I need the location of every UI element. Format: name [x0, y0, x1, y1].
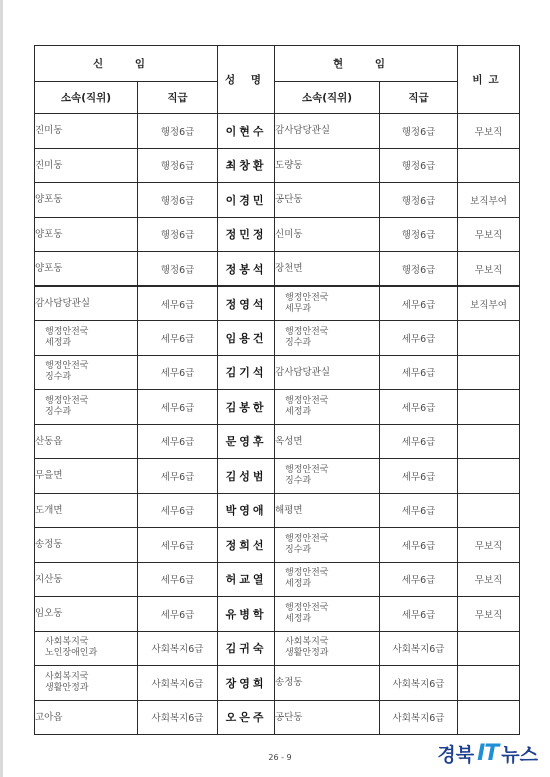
table-row: [35, 286, 520, 321]
name-cell: 임용건: [218, 321, 275, 356]
current-rank-cell: 사회복지6급: [380, 700, 458, 735]
current-rank-cell: 사회복지6급: [380, 631, 458, 666]
note-cell: 무보직: [458, 562, 520, 597]
name-cell: 김봉한: [218, 390, 275, 425]
logo-text-left: 경북: [437, 744, 475, 766]
note-cell: 보직부여: [458, 286, 520, 321]
new-affiliation-cell: [35, 597, 138, 632]
new-affiliation-cell: [35, 355, 138, 390]
new-rank-cell: 행정6급: [138, 183, 218, 218]
current-affiliation-cell: [275, 390, 380, 425]
name-cell: 허교열: [218, 562, 275, 597]
note-cell: [458, 493, 520, 528]
new-affiliation-cell-line: 진미동: [35, 125, 63, 137]
current-affiliation-cell-line: 도량동: [275, 159, 303, 171]
new-affiliation-header: 소속(직위): [35, 82, 138, 114]
new-rank-cell: 세무6급: [138, 321, 218, 356]
current-affiliation-cell: [275, 286, 380, 321]
new-affiliation-cell: [35, 459, 138, 494]
name-cell: 장영희: [218, 666, 275, 701]
note-cell: [458, 666, 520, 701]
current-rank-cell: 세무6급: [380, 562, 458, 597]
current-rank-cell: 세무6급: [380, 424, 458, 459]
note-cell: 무보직: [458, 252, 520, 287]
new-affiliation-cell-line: 감사담당관실: [35, 298, 91, 309]
new-affiliation-cell: [35, 286, 138, 321]
current-affiliation-cell: [275, 114, 380, 149]
note-cell: [458, 424, 520, 459]
new-rank-cell: 행정6급: [138, 114, 218, 149]
current-rank-cell: 세무6급: [380, 390, 458, 425]
current-affiliation-cell-line: 공단동: [275, 194, 303, 206]
personnel-table-wrapper: [34, 45, 519, 735]
current-affiliation-cell-line: 행정안전국: [285, 568, 329, 579]
current-affiliation-cell-line: 행정안전국: [285, 326, 329, 337]
note-cell: [458, 390, 520, 425]
new-affiliation-cell-line: 무을면: [35, 470, 63, 482]
new-rank-cell: 세무6급: [138, 597, 218, 632]
new-affiliation-cell: [35, 562, 138, 597]
new-affiliation-cell-line: 산동읍: [35, 435, 63, 447]
new-affiliation-cell: [35, 183, 138, 218]
current-affiliation-cell-line: 생활안정과: [285, 648, 329, 659]
new-affiliation-cell: [35, 217, 138, 252]
name-cell: 이경민: [218, 183, 275, 218]
note-cell: 무보직: [458, 114, 520, 149]
new-affiliation-cell-line: 양포동: [35, 228, 63, 240]
note-cell: 보직부여: [458, 183, 520, 218]
new-affiliation-cell-line: 행정안전국: [45, 395, 89, 406]
current-affiliation-cell-line: 징수과: [285, 544, 312, 555]
current-rank-cell: 세무6급: [380, 493, 458, 528]
new-affiliation-cell-line: 세정과: [45, 337, 72, 348]
name-cell: 김성범: [218, 459, 275, 494]
current-affiliation-cell-line: 징수과: [285, 337, 312, 348]
new-rank-cell: 세무6급: [138, 493, 218, 528]
new-affiliation-cell-line: 양포동: [35, 194, 63, 206]
name-cell: 정희선: [218, 528, 275, 563]
name-cell: 최창환: [218, 148, 275, 183]
current-rank-cell: 세무6급: [380, 597, 458, 632]
name-cell: 유병학: [218, 597, 275, 632]
current-rank-header: 직급: [380, 82, 458, 114]
table-row: [35, 114, 520, 149]
current-affiliation-cell-line: 공단동: [275, 711, 303, 723]
new-position-header: 신 임: [35, 46, 218, 82]
current-affiliation-cell: [275, 562, 380, 597]
new-affiliation-cell: [35, 631, 138, 666]
table-row: [35, 390, 520, 425]
current-affiliation-cell: [275, 355, 380, 390]
note-cell: [458, 321, 520, 356]
current-rank-cell: 세무6급: [380, 321, 458, 356]
current-affiliation-cell: [275, 252, 380, 287]
table-row: [35, 631, 520, 666]
new-rank-cell: 세무6급: [138, 459, 218, 494]
current-affiliation-cell: [275, 183, 380, 218]
name-cell: 박영애: [218, 493, 275, 528]
current-affiliation-cell-line: 신미동: [275, 228, 303, 240]
personnel-table-body: [35, 114, 520, 735]
table-row: [35, 321, 520, 356]
current-affiliation-cell: [275, 597, 380, 632]
current-affiliation-cell: [275, 148, 380, 183]
note-cell: [458, 148, 520, 183]
name-cell: 김귀숙: [218, 631, 275, 666]
logo-text-right: 뉴스: [501, 744, 538, 766]
new-rank-cell: 세무6급: [138, 424, 218, 459]
name-cell: 정봉석: [218, 252, 275, 287]
current-affiliation-cell-line: 세정과: [285, 406, 312, 417]
new-rank-cell: 행정6급: [138, 252, 218, 287]
personnel-transfer-table: [34, 45, 520, 735]
new-affiliation-cell: [35, 114, 138, 149]
table-row: [35, 459, 520, 494]
new-affiliation-cell-line: 송정동: [35, 539, 63, 551]
new-affiliation-cell-line: 사회복지국: [45, 671, 89, 682]
new-affiliation-cell: [35, 666, 138, 701]
current-affiliation-cell: [275, 528, 380, 563]
new-affiliation-cell-line: 행정안전국: [45, 326, 89, 337]
current-affiliation-cell-line: 행정안전국: [285, 464, 329, 475]
new-affiliation-cell: [35, 700, 138, 735]
note-cell: [458, 459, 520, 494]
new-affiliation-cell-line: 생활안정과: [45, 682, 89, 693]
current-rank-cell: 사회복지6급: [380, 666, 458, 701]
current-position-header: 현 임: [275, 46, 458, 82]
current-rank-cell: 세무6급: [380, 355, 458, 390]
new-affiliation-cell-line: 양포동: [35, 263, 63, 274]
table-row: [35, 217, 520, 252]
new-rank-cell: 세무6급: [138, 528, 218, 563]
new-affiliation-cell-line: 행정안전국: [45, 361, 89, 372]
current-affiliation-cell: [275, 631, 380, 666]
current-affiliation-cell-line: 행정안전국: [285, 602, 329, 613]
current-affiliation-cell: [275, 666, 380, 701]
current-affiliation-cell-line: 옥성면: [275, 435, 303, 447]
table-row: [35, 183, 520, 218]
current-rank-cell: 행정6급: [380, 217, 458, 252]
current-rank-cell: 세무6급: [380, 528, 458, 563]
table-row: [35, 597, 520, 632]
current-rank-cell: 세무6급: [380, 459, 458, 494]
note-cell: 무보직: [458, 597, 520, 632]
name-cell: 김기석: [218, 355, 275, 390]
current-affiliation-cell-line: 행정안전국: [285, 292, 329, 303]
table-row: [35, 528, 520, 563]
new-affiliation-cell: [35, 424, 138, 459]
page-edge-shadow: [0, 0, 3, 777]
note-cell: 무보직: [458, 217, 520, 252]
note-cell: 무보직: [458, 528, 520, 563]
new-rank-cell: 사회복지6급: [138, 700, 218, 735]
new-affiliation-cell-line: 도개면: [35, 504, 63, 516]
new-affiliation-cell: [35, 148, 138, 183]
page-number: 26 - 9: [268, 753, 292, 762]
name-cell: 문영후: [218, 424, 275, 459]
name-cell: 정영석: [218, 286, 275, 321]
new-affiliation-cell-line: 노인장애인과: [45, 648, 98, 659]
current-affiliation-cell-line: 행정안전국: [285, 533, 329, 544]
current-affiliation-header: 소속(직위): [275, 82, 380, 114]
current-affiliation-cell: [275, 493, 380, 528]
table-row: [35, 252, 520, 287]
new-affiliation-cell-line: 임오동: [35, 608, 63, 620]
new-affiliation-cell-line: 고아읍: [35, 711, 63, 723]
name-header: 성 명: [218, 46, 275, 114]
current-rank-cell: 행정6급: [380, 114, 458, 149]
new-affiliation-cell-line: 징수과: [45, 372, 72, 383]
name-cell: 정민정: [218, 217, 275, 252]
current-affiliation-cell: [275, 217, 380, 252]
name-cell: 오은주: [218, 700, 275, 735]
current-affiliation-cell: [275, 459, 380, 494]
new-affiliation-cell: [35, 390, 138, 425]
current-affiliation-cell-line: 세무과: [285, 303, 312, 314]
new-affiliation-cell: [35, 252, 138, 287]
current-affiliation-cell: [275, 700, 380, 735]
current-affiliation-cell-line: 사회복지국: [285, 637, 329, 648]
current-affiliation-cell-line: 감사담당관실: [275, 125, 331, 137]
new-rank-cell: 세무6급: [138, 562, 218, 597]
note-header: 비고: [458, 46, 520, 114]
logo-text-it: IT: [477, 741, 499, 766]
current-affiliation-cell-line: 장천면: [275, 263, 303, 274]
new-rank-cell: 행정6급: [138, 217, 218, 252]
current-affiliation-cell-line: 행정안전국: [285, 395, 329, 406]
new-rank-cell: 세무6급: [138, 390, 218, 425]
table-row: [35, 700, 520, 735]
current-affiliation-cell-line: 감사담당관실: [275, 366, 331, 378]
current-rank-cell: 세무6급: [380, 286, 458, 321]
new-affiliation-cell-line: 사회복지국: [45, 637, 89, 648]
new-rank-cell: 행정6급: [138, 148, 218, 183]
table-row: [35, 493, 520, 528]
name-cell: 이현수: [218, 114, 275, 149]
current-affiliation-cell-line: 징수과: [285, 475, 312, 486]
note-cell: [458, 700, 520, 735]
table-row: [35, 562, 520, 597]
table-row: [35, 355, 520, 390]
table-row: [35, 148, 520, 183]
table-row: [35, 666, 520, 701]
current-affiliation-cell: [275, 424, 380, 459]
table-row: [35, 424, 520, 459]
new-affiliation-cell-line: 진미동: [35, 159, 63, 171]
current-affiliation-cell-line: 세정과: [285, 579, 312, 590]
current-affiliation-cell-line: 세정과: [285, 613, 312, 624]
new-rank-cell: 사회복지6급: [138, 666, 218, 701]
current-affiliation-cell-line: 송정동: [275, 677, 303, 689]
new-affiliation-cell: [35, 321, 138, 356]
new-affiliation-cell-line: 징수과: [45, 406, 72, 417]
note-cell: [458, 355, 520, 390]
new-rank-header: 직급: [138, 82, 218, 114]
current-affiliation-cell: [275, 321, 380, 356]
new-rank-cell: 사회복지6급: [138, 631, 218, 666]
new-affiliation-cell-line: 지산동: [35, 573, 63, 585]
gyeongbuk-it-news-logo: [437, 740, 538, 767]
current-rank-cell: 행정6급: [380, 252, 458, 287]
current-affiliation-cell-line: 해평면: [275, 504, 303, 516]
current-rank-cell: 행정6급: [380, 148, 458, 183]
new-affiliation-cell: [35, 493, 138, 528]
current-rank-cell: 행정6급: [380, 183, 458, 218]
new-affiliation-cell: [35, 528, 138, 563]
new-rank-cell: 세무6급: [138, 355, 218, 390]
note-cell: [458, 631, 520, 666]
new-rank-cell: 세무6급: [138, 286, 218, 321]
